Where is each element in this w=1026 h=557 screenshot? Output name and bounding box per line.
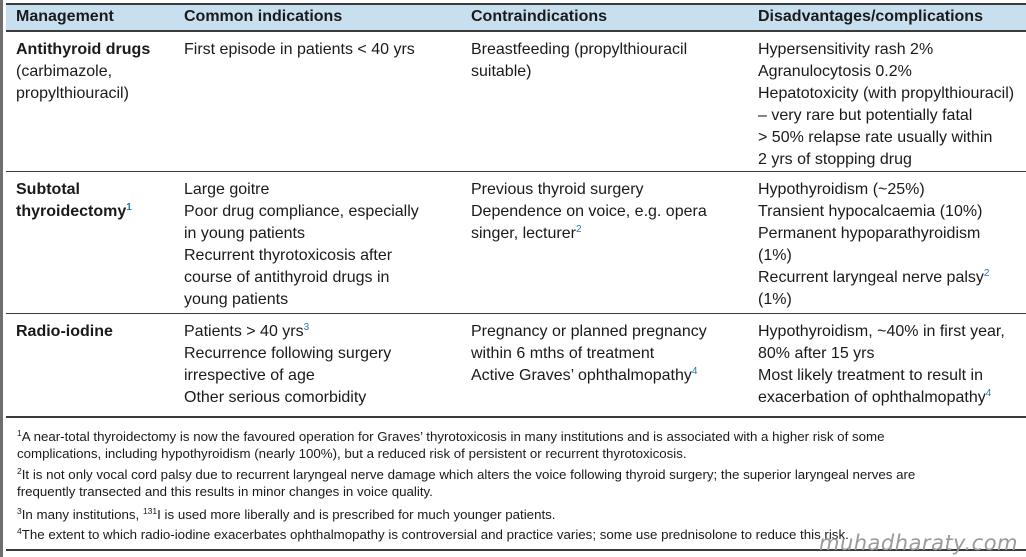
cell-management [6, 172, 174, 314]
complication-line: Hypothyroidism (~25%) [758, 181, 925, 198]
footnote-ref: 2 [575, 224, 582, 235]
footnote-text: I is used more liberally and is prescribed for much younger patients. [157, 507, 556, 522]
cell-indications [174, 172, 461, 314]
contraindication-text: singer, lecturer [471, 225, 576, 242]
footnote-divider [6, 416, 1026, 418]
contraindication-line [471, 365, 738, 387]
cell-indications [174, 31, 461, 172]
table-row-radioiodine [6, 314, 1026, 410]
contraindication-line: Previous thyroid surgery [471, 181, 644, 198]
management-name [16, 201, 164, 223]
complication-line: (1%) [758, 291, 792, 308]
management-detail: (carbimazole, [16, 63, 113, 80]
complication-line: (1%) [758, 247, 792, 264]
indication-line [184, 321, 451, 343]
footnote-number: 2 [17, 466, 22, 476]
footnote-text: It is not only vocal cord palsy due to recurrent laryngeal nerve damage which alters the voice following thyroid surgery; the superior laryngeal nerves are [21, 467, 916, 482]
cell-complications [748, 31, 1026, 172]
footnote-text: In many institutions, [21, 507, 143, 522]
footnote-ref: 4 [691, 366, 698, 377]
complication-line: Most likely treatment to result in [758, 367, 983, 384]
complication-line [758, 267, 1016, 289]
complication-line: > 50% relapse rate usually within [758, 129, 993, 146]
header-indications: Common indications [174, 4, 461, 31]
cell-contraindications [461, 31, 748, 172]
complication-line [758, 387, 1016, 409]
footnote-text: A near-total thyroidectomy is now the favoured operation for Graves’ thyrotoxicosis in many institutions and is associated with a higher risk of some [21, 429, 885, 444]
contraindication-line: Dependence on voice, e.g. opera [471, 203, 707, 220]
contraindication-line: Breastfeeding (propylthiouracil [471, 41, 688, 58]
complication-text: exacerbation of ophthalmopathy [758, 389, 986, 406]
watermark-logo: muhadharaty.com [818, 531, 1018, 555]
management-detail: propylthiouracil) [16, 85, 129, 102]
complication-line: Permanent hypoparathyroidism [758, 225, 981, 242]
management-name-text: thyroidectomy [16, 203, 127, 220]
indication-line: Recurrent thyrotoxicosis after [184, 247, 393, 264]
cell-indications [174, 314, 461, 410]
cell-management [6, 314, 174, 410]
indication-line: Other serious comorbidity [184, 389, 367, 406]
footnote-2 [17, 467, 1017, 500]
indication-line: Poor drug compliance, especially [184, 203, 419, 220]
management-name: Antithyroid drugs [16, 41, 151, 58]
footnote-ref: 3 [303, 322, 310, 333]
contraindication-line [471, 223, 738, 245]
contraindication-line: Pregnancy or planned pregnancy [471, 323, 707, 340]
indication-line: young patients [184, 291, 289, 308]
contraindication-line: suitable) [471, 63, 532, 80]
indication-line: in young patients [184, 225, 305, 242]
complication-line: 80% after 15 yrs [758, 345, 875, 362]
cell-contraindications [461, 314, 748, 410]
management-name: Subtotal [16, 181, 80, 198]
footnote-text: The extent to which radio-iodine exacerbates ophthalmopathy is controversial and practice varies; some use prednisolone to reduce this risk. [21, 527, 849, 542]
header-management: Management [6, 4, 174, 31]
indication-line: Large goitre [184, 181, 270, 198]
complication-line: Transient hypocalcaemia (10%) [758, 203, 983, 220]
complication-text: Recurrent laryngeal nerve palsy [758, 269, 984, 286]
indication-text: Patients > 40 yrs [184, 323, 304, 340]
cell-complications [748, 314, 1026, 410]
footnote-3 [17, 507, 1017, 524]
footnote-text: frequently transected and this results in minor changes in voice quality. [17, 483, 433, 499]
contraindication-line: within 6 mths of treatment [471, 345, 655, 362]
complication-line: 2 yrs of stopping drug [758, 151, 912, 168]
management-name: Radio-iodine [16, 323, 113, 340]
cell-complications [748, 172, 1026, 314]
complication-line: Hypothyroidism, ~40% in first year, [758, 323, 1005, 340]
footnote-number: 1 [17, 428, 22, 438]
footnote-number: 3 [17, 506, 22, 516]
isotope-mass: 131 [142, 506, 158, 516]
table-row-antithyroid [6, 31, 1026, 172]
header-contraindications: Contraindications [461, 4, 748, 31]
contraindication-text: Active Graves’ ophthalmopathy [471, 367, 692, 384]
complication-line: Hypersensitivity rash 2% [758, 41, 934, 58]
indication-line: First episode in patients < 40 yrs [184, 41, 415, 58]
header-complications: Disadvantages/complications [748, 4, 1026, 31]
indication-line: irrespective of age [184, 367, 315, 384]
complication-line: Agranulocytosis 0.2% [758, 63, 912, 80]
table-header-row [6, 4, 1026, 31]
footnote-ref: 4 [985, 388, 992, 399]
indication-line: course of antithyroid drugs in [184, 269, 390, 286]
footnote-text: complications, including hypothyroidism (nearly 100%), but a reduced risk of persistent or recurrent thyrotoxicosis. [17, 445, 687, 461]
footnote-ref: 2 [983, 268, 990, 279]
cell-management [6, 31, 174, 172]
indication-line: Recurrence following surgery [184, 345, 392, 362]
table-row-thyroidectomy [6, 172, 1026, 314]
footnote-number: 4 [17, 526, 22, 536]
cell-contraindications [461, 172, 748, 314]
footnote-1 [17, 429, 1017, 462]
footnote-ref: 1 [126, 202, 132, 213]
complication-line: Hepatotoxicity (with propylthiouracil) [758, 85, 1015, 102]
complication-line: – very rare but potentially fatal [758, 107, 973, 124]
treatment-table [6, 3, 1026, 410]
